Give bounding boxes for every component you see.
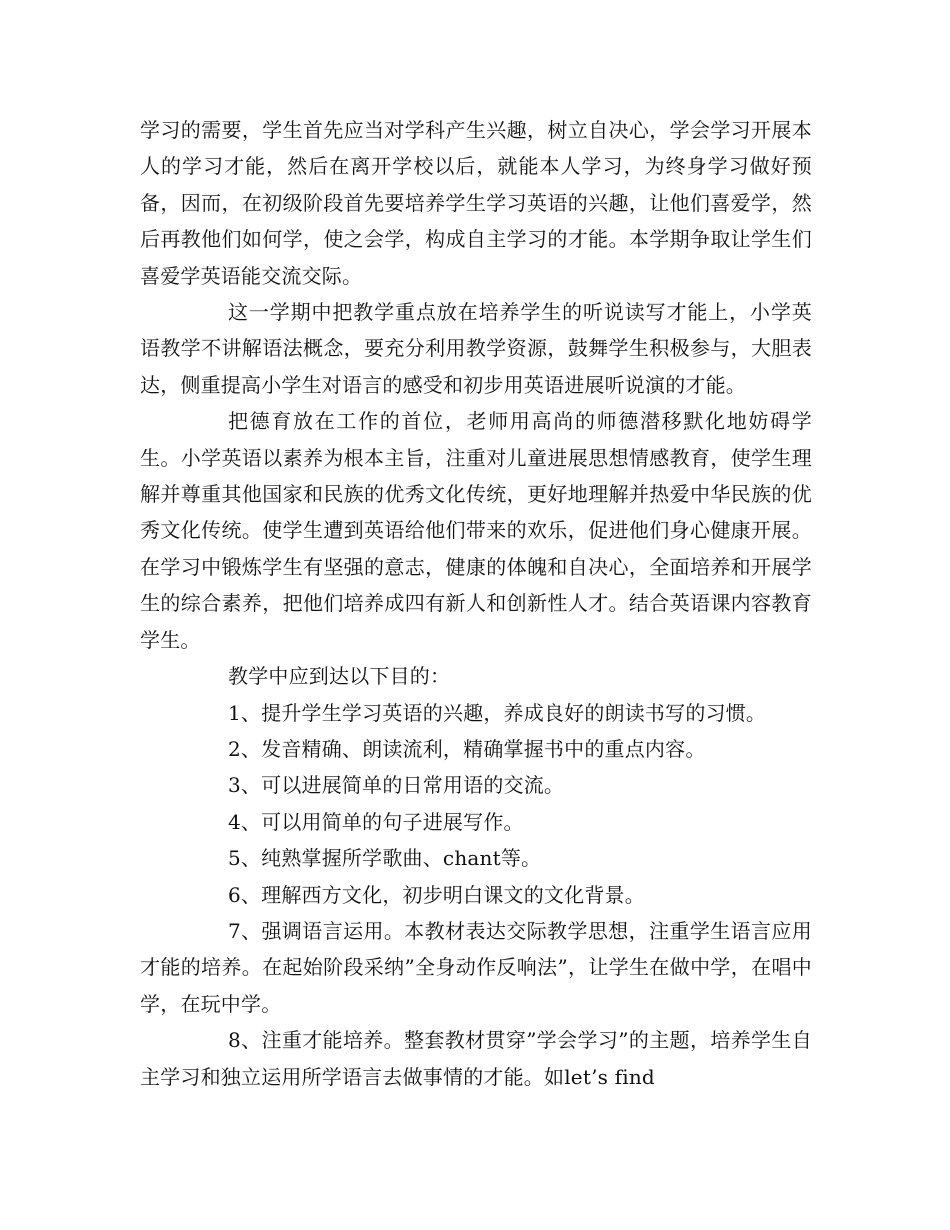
objective-item-8: 8、注重才能培养。整套教材贯穿”学会学习”的主题，培养学生自主学习和独立运用所学语言去做事情的才能。如let’s find [140,1028,812,1089]
objectives-heading: 教学中应到达以下目的： [228,664,451,689]
paragraph-moral-education: 把德育放在工作的首位，老师用高尚的师德潜移默化地妨碍学生。小学英语以素养为根本主旨，注重对儿童进展思想情感教育，使学生理解并尊重其他国家和民族的优秀文化传统，更好地理解并热爱中华民族的优秀文化传统。使学生遭到英语给他们带来的欢乐，促进他们身心健康开展。在学习中锻炼学生有坚强的意志，健康的体魄和自决心，全面培养和开展学生的综合素养，把他们培养成四有新人和创新性人才。结合英语课内容教育学生。 [140,409,812,652]
paragraph-listening-speaking: 这一学期中把教学重点放在培养学生的听说读写才能上，小学英语教学不讲解语法概念，要充分利用教学资源，鼓舞学生积极参与，大胆表达，侧重提高小学生对语言的感受和初步用英语进展听说演的才能。 [140,300,812,397]
paragraph-continuation: 学习的需要，学生首先应当对学科产生兴趣，树立自决心，学会学习开展本人的学习才能，然后在离开学校以后，就能本人学习，为终身学习做好预备，因而，在初级阶段首先要培养学生学习英语的兴趣，让他们喜爱学，然后再教他们如何学，使之会学，构成自主学习的才能。本学期争取让学生们喜爱学英语能交流交际。 [140,118,812,288]
document-body [140,112,812,1095]
objective-item-3: 3、可以进展简单的日常用语的交流。 [228,773,565,798]
objective-item-2: 2、发音精确、朗读流利，精确掌握书中的重点内容。 [228,736,706,761]
objective-item-6: 6、理解西方文化，初步明白课文的文化背景。 [228,882,645,907]
objective-item-1: 1、提升学生学习英语的兴趣，养成良好的朗读书写的习惯。 [228,700,767,725]
objective-item-4: 4、可以用简单的句子进展写作。 [228,809,524,834]
objective-item-7: 7、强调语言运用。本教材表达交际教学思想，注重学生语言应用才能的培养。在起始阶段采纳”全身动作反响法”，让学生在做中学，在唱中学，在玩中学。 [140,918,812,1016]
objective-item-5: 5、纯熟掌握所学歌曲、chant等。 [228,846,542,871]
